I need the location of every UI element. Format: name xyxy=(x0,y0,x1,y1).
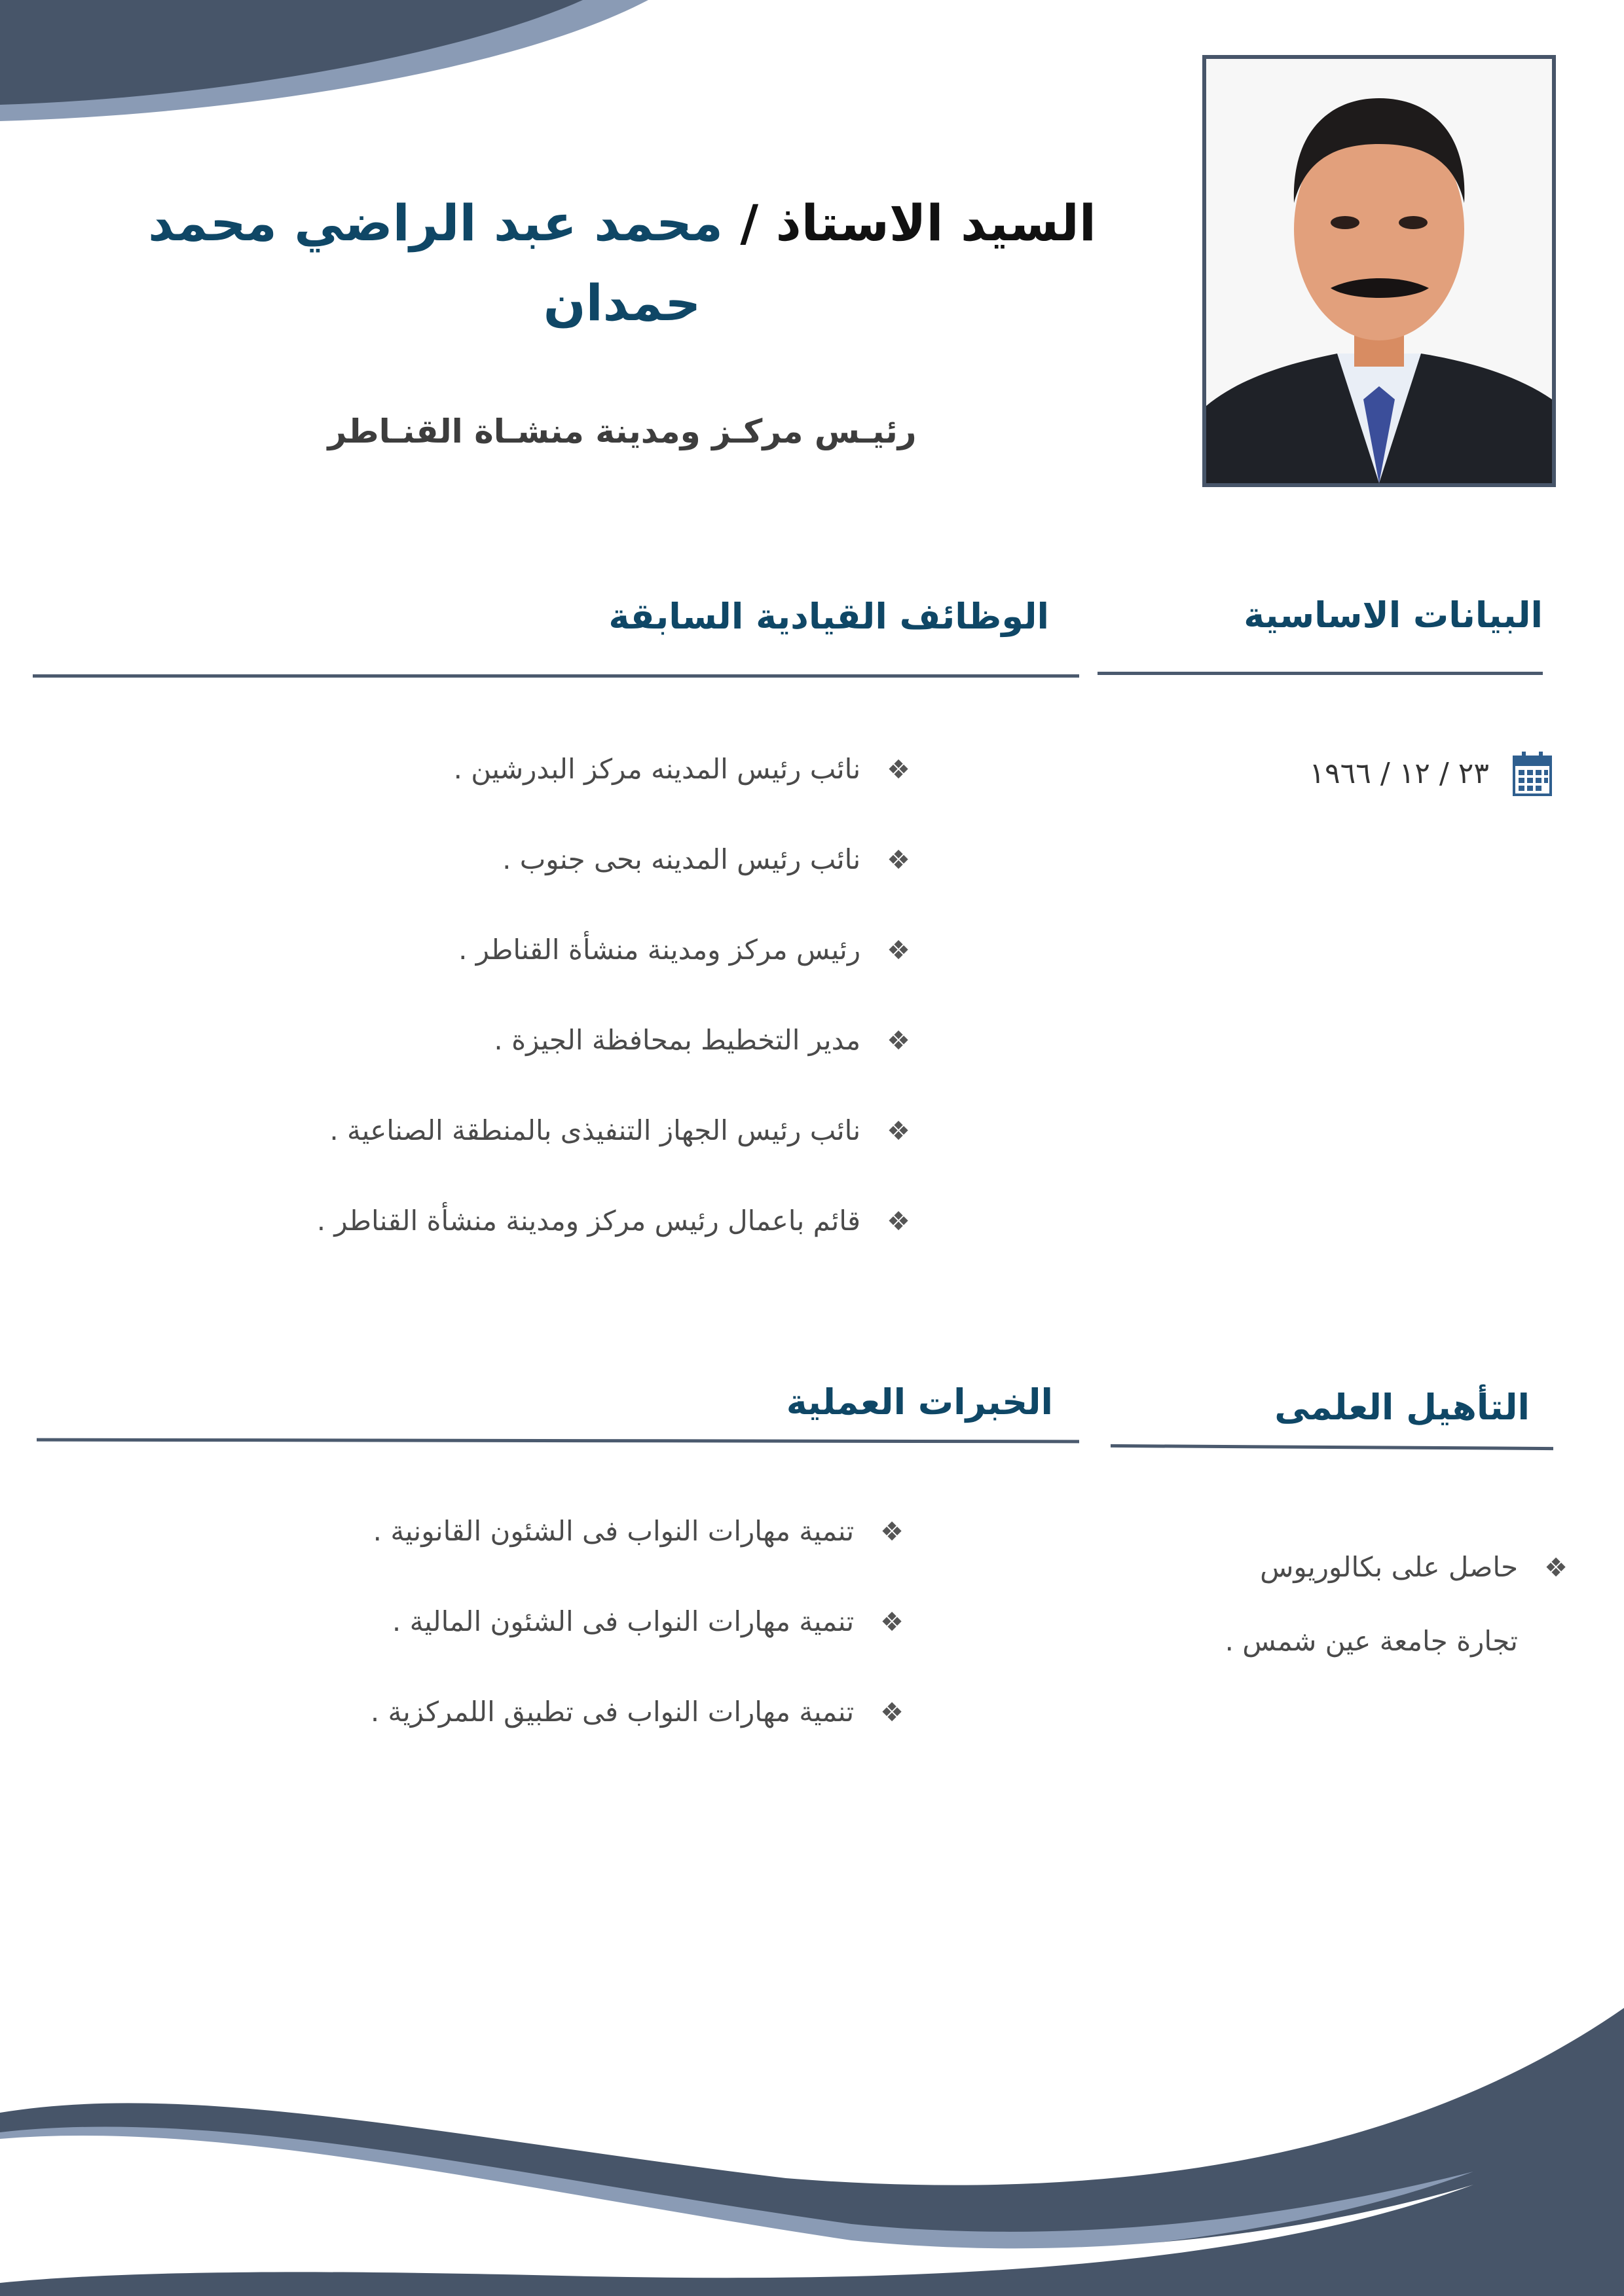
calendar-icon xyxy=(1513,750,1552,796)
bullet-icon: ❖ xyxy=(1544,1553,1568,1583)
qualification-text xyxy=(1175,1531,1568,1678)
heading-basic-info: البيانات الاساسية xyxy=(1244,594,1543,636)
qualification-line-1: حاصل على بكالوريوس xyxy=(1260,1551,1519,1583)
experience-text: تنمية مهارات النواب فى الشئون القانونية . xyxy=(373,1515,855,1547)
job-text: مدير التخطيط بمحافظة الجيزة . xyxy=(494,1024,861,1056)
profile-photo xyxy=(1202,55,1556,487)
list-item xyxy=(317,834,910,924)
experience-list xyxy=(371,1506,904,1777)
list-item xyxy=(371,1506,904,1596)
bullet-icon: ❖ xyxy=(887,755,910,785)
qualification-line-2: تجارة جامعة عين شمس . xyxy=(1225,1625,1518,1657)
bullet-icon: ❖ xyxy=(887,845,910,875)
bullet-icon: ❖ xyxy=(880,1698,904,1728)
current-position: رئيـس مركـز ومدينة منشـاة القنـاطر xyxy=(327,412,917,450)
job-text: نائب رئيس المدينه مركز البدرشين . xyxy=(453,753,861,785)
list-item xyxy=(317,1105,910,1195)
bottom-wave-decoration xyxy=(0,2008,1624,2296)
job-text: قائم باعمال رئيس مركز ومدينة منشأة القناطر . xyxy=(316,1205,861,1237)
bullet-icon: ❖ xyxy=(887,1207,910,1237)
bullet-icon: ❖ xyxy=(880,1607,904,1637)
previous-jobs-list xyxy=(317,744,910,1286)
bullet-icon: ❖ xyxy=(887,1026,910,1056)
list-item xyxy=(371,1686,904,1777)
list-item xyxy=(317,924,910,1015)
job-text: نائب رئيس المدينه بحى جنوب . xyxy=(502,843,861,875)
divider-qualification xyxy=(1111,1444,1553,1450)
heading-experience: الخبرات العملية xyxy=(786,1381,1053,1423)
page-title xyxy=(105,183,1139,343)
title-prefix: السيد الاستاذ / xyxy=(722,194,1096,252)
bullet-icon: ❖ xyxy=(880,1517,904,1547)
divider-experience xyxy=(37,1438,1079,1444)
bullet-icon: ❖ xyxy=(887,1116,910,1146)
bullet-icon: ❖ xyxy=(887,936,910,966)
divider-previous-jobs xyxy=(33,674,1079,678)
job-text: نائب رئيس الجهاز التنفيذى بالمنطقة الصناعية . xyxy=(329,1114,861,1146)
birth-date-row xyxy=(1309,750,1552,796)
birth-date: ٢٣ / ١٢ / ١٩٦٦ xyxy=(1309,756,1489,790)
list-item xyxy=(317,744,910,834)
heading-previous-jobs: الوظائف القيادية السابقة xyxy=(608,596,1049,637)
experience-text: تنمية مهارات النواب فى تطبيق اللمركزية . xyxy=(370,1696,855,1728)
person-name: محمد عبد الراضي محمد حمدان xyxy=(148,194,723,332)
list-item xyxy=(317,1015,910,1105)
experience-text: تنمية مهارات النواب فى الشئون المالية . xyxy=(392,1605,855,1637)
list-item xyxy=(317,1195,910,1286)
job-text: رئيس مركز ومدينة منشأة القناطر . xyxy=(458,934,861,966)
divider-basic-info xyxy=(1098,672,1543,675)
heading-qualification: التأهيل العلمى xyxy=(1274,1387,1530,1428)
list-item xyxy=(371,1596,904,1686)
